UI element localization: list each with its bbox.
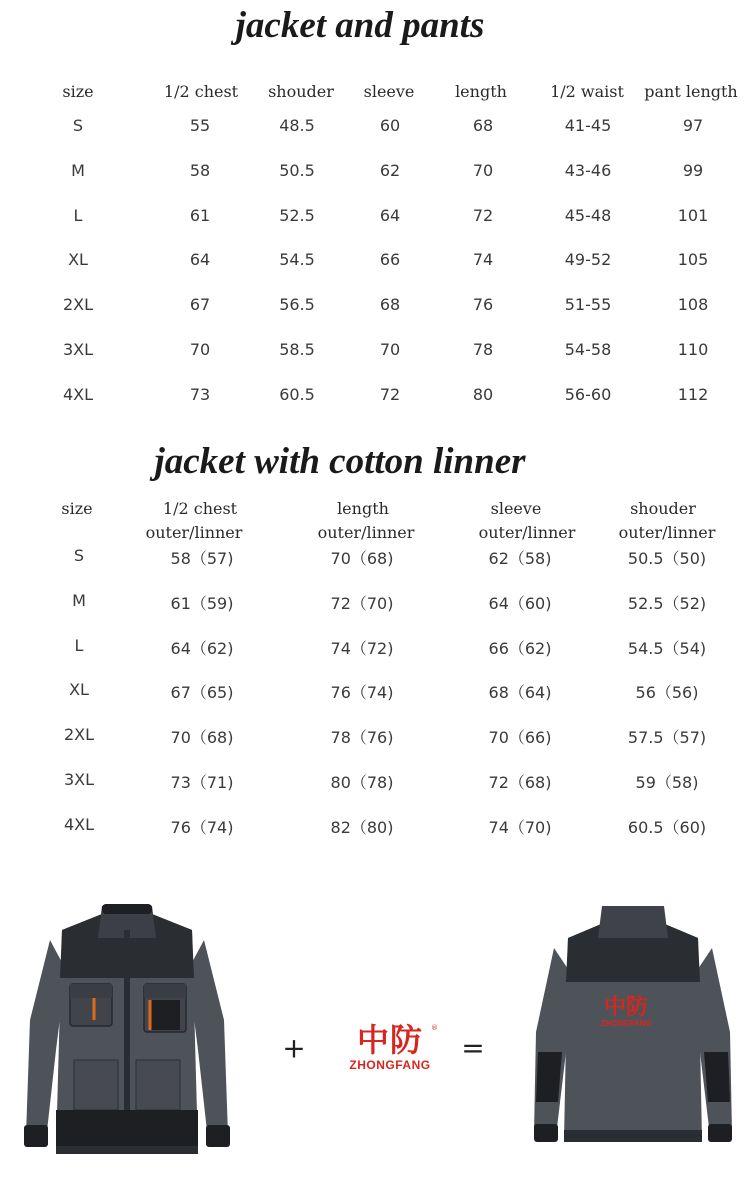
table1-cell: 58.5 — [279, 340, 315, 359]
table1-cell: 70 — [189, 340, 211, 359]
table1-header: pant length — [644, 82, 738, 101]
logo-chinese-text: 中防 — [356, 1021, 423, 1059]
table1-size-cell: M — [71, 161, 85, 180]
table1-cell: 60 — [379, 116, 401, 135]
table2-cell: 76（74) — [330, 683, 394, 702]
table1-cell: 62 — [379, 161, 401, 180]
table2-cell: 70（68) — [330, 549, 394, 568]
table2-cell: 67（65) — [170, 683, 234, 702]
table1-cell: 72 — [379, 385, 401, 404]
table1-cell: 73 — [189, 385, 211, 404]
table1-header: sleeve — [363, 82, 415, 101]
table2-cell: 62（58) — [488, 549, 552, 568]
table1-cell: 68 — [472, 116, 494, 135]
table2-cell: 70（68) — [170, 728, 234, 747]
table2-cell: 64（60) — [488, 594, 552, 613]
table1-cell: 55 — [189, 116, 211, 135]
table1-size-cell: 2XL — [62, 295, 94, 314]
table1-cell: 99 — [682, 161, 704, 180]
table1-cell: 54-58 — [564, 340, 612, 359]
table1-cell: 54.5 — [279, 250, 315, 269]
table1-cell: 60.5 — [279, 385, 315, 404]
table2-cell: 78（76) — [330, 728, 394, 747]
table2-cell: 73（71) — [170, 773, 234, 792]
registered-mark: ® — [431, 1024, 438, 1032]
table1-cell: 56-60 — [564, 385, 612, 404]
table1-header: length — [455, 82, 507, 101]
table2-cell: 68（64) — [488, 683, 552, 702]
table1-cell: 50.5 — [279, 161, 315, 180]
table1-cell: 51-55 — [564, 295, 612, 314]
table1-size-cell: L — [73, 206, 83, 225]
section2-title: jacket with cotton linner — [154, 441, 526, 482]
table1-header: 1/2 chest — [163, 82, 239, 101]
logo-english-text: ZHONGFANG — [349, 1058, 431, 1072]
table2-size-cell: S — [73, 546, 85, 565]
branded-jacket-image — [528, 902, 738, 1152]
table2-cell: 59（58) — [635, 773, 699, 792]
table2-size-cell: 2XL — [63, 725, 95, 744]
table1-cell: 105 — [677, 250, 709, 269]
table1-cell: 52.5 — [279, 206, 315, 225]
table1-cell: 78 — [472, 340, 494, 359]
work-jacket-image — [22, 900, 232, 1165]
table2-size-cell: 3XL — [63, 770, 95, 789]
table1-cell: 97 — [682, 116, 704, 135]
table1-cell: 76 — [472, 295, 494, 314]
table2-cell: 72（68) — [488, 773, 552, 792]
table2-cell: 57.5（57) — [627, 728, 707, 747]
table1-cell: 70 — [379, 340, 401, 359]
table2-cell: 74（70) — [488, 818, 552, 837]
table1-cell: 64 — [379, 206, 401, 225]
table1-header: shouder — [268, 82, 334, 101]
table2-cell: 74（72) — [330, 639, 394, 658]
table2-subheader: outer/linner — [618, 523, 716, 542]
table1-cell: 49-52 — [564, 250, 612, 269]
table1-cell: 110 — [677, 340, 709, 359]
table2-cell: 60.5（60) — [627, 818, 707, 837]
table2-cell: 76（74) — [170, 818, 234, 837]
table2-header: size — [61, 499, 93, 518]
table1-size-cell: 4XL — [62, 385, 94, 404]
table1-cell: 64 — [189, 250, 211, 269]
table1-cell: 61 — [189, 206, 211, 225]
table2-subheader: outer/linner — [145, 523, 243, 542]
table1-cell: 68 — [379, 295, 401, 314]
table2-cell: 50.5（50) — [627, 549, 707, 568]
table2-cell: 54.5（54) — [627, 639, 707, 658]
table1-cell: 58 — [189, 161, 211, 180]
table1-cell: 80 — [472, 385, 494, 404]
table2-subheader: outer/linner — [317, 523, 415, 542]
table1-size-cell: XL — [68, 250, 88, 269]
table1-cell: 66 — [379, 250, 401, 269]
table1-header: 1/2 waist — [550, 82, 624, 101]
table1-cell: 112 — [677, 385, 709, 404]
table1-cell: 70 — [472, 161, 494, 180]
table2-cell: 61（59) — [170, 594, 234, 613]
table1-cell: 41-45 — [564, 116, 612, 135]
table2-header: length — [337, 499, 389, 518]
table2-cell: 56（56) — [635, 683, 699, 702]
table1-size-cell: 3XL — [62, 340, 94, 359]
zhongfang-logo — [340, 1022, 440, 1078]
svg-text:ZHONGFANG: ZHONGFANG — [600, 1019, 652, 1028]
table2-size-cell: M — [72, 591, 86, 610]
table2-header: sleeve — [490, 499, 542, 518]
table1-cell: 72 — [472, 206, 494, 225]
table2-cell: 52.5（52) — [627, 594, 707, 613]
table1-cell: 74 — [472, 250, 494, 269]
table1-cell: 108 — [677, 295, 709, 314]
section1-title: jacket and pants — [235, 5, 485, 46]
table1-cell: 67 — [189, 295, 211, 314]
svg-text:中防: 中防 — [603, 995, 649, 1020]
table2-header: shouder — [630, 499, 696, 518]
table2-subheader: outer/linner — [478, 523, 576, 542]
table2-cell: 64（62) — [170, 639, 234, 658]
table1-cell: 101 — [677, 206, 709, 225]
table1-header: size — [62, 82, 94, 101]
equals-sign: = — [461, 1031, 485, 1065]
table1-cell: 56.5 — [279, 295, 315, 314]
table1-size-cell: S — [72, 116, 84, 135]
plus-sign: + — [282, 1031, 306, 1065]
table2-size-cell: XL — [69, 680, 89, 699]
table2-cell: 58（57) — [170, 549, 234, 568]
table1-cell: 43-46 — [564, 161, 612, 180]
table1-cell: 45-48 — [564, 206, 612, 225]
table2-size-cell: 4XL — [63, 815, 95, 834]
table2-cell: 72（70) — [330, 594, 394, 613]
table2-cell: 66（62) — [488, 639, 552, 658]
table1-cell: 48.5 — [279, 116, 315, 135]
table2-cell: 82（80) — [330, 818, 394, 837]
table2-cell: 80（78) — [330, 773, 394, 792]
table2-cell: 70（66) — [488, 728, 552, 747]
table2-size-cell: L — [74, 636, 84, 655]
table2-header: 1/2 chest — [162, 499, 238, 518]
